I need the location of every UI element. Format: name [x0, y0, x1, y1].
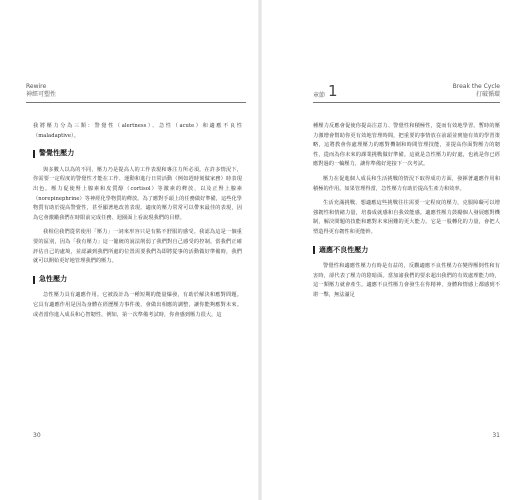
heading-marker — [33, 276, 35, 284]
right-header-chapter-label: 章節 — [313, 92, 326, 99]
left-header-title-zh: 神經可塑性 — [26, 91, 57, 98]
heading-marker — [33, 150, 35, 158]
left-page-number: 30 — [33, 432, 41, 439]
right-header-title-zh: 打破循環 — [475, 91, 500, 98]
section-heading-text: 急性壓力 — [39, 274, 68, 283]
right-body — [313, 122, 500, 306]
paragraph: 種壓力反應會促使你提高注意力、警覺性和積極性，從而有效地學習。暫時的壓力激增會幫助你更有效地管理時間，把重要的事情放在前頭並實施有效的學習策略，這將教會你處理壓力的應對機制和時間管理技能，並提高你面對壓力的韌性，從而為你未來的課業挑戰做好準備。這就是急性壓力的好處，也就是你已經應對過的一輪壓力，讓你準備好迎接下一次考試。 — [313, 123, 500, 168]
right-header-rule — [313, 102, 500, 103]
intro-paragraph: 我將壓力分為三類：警覺性（alertness）、急性（acute）和適應不良性（maladaptive）。 — [33, 123, 242, 139]
left-body — [33, 122, 242, 325]
right-header-chapter-number: 1 — [328, 82, 338, 100]
right-header-title-en: Break the Cycle — [452, 83, 500, 90]
section-heading-alertness — [33, 149, 242, 159]
left-header-rule — [26, 102, 246, 103]
paragraph: 生活充滿挑戰，想適應這些挑戰往往需要一定程度的壓力，克服障礙可以增強韌性和情緒力量，培養成就感和自我效能感。適應性壓力鼓勵個人發展應對機制，解決問題的技能和應對未來困難的更大能力。它是一股轉化的力量，會把人塑造得更有韌性和更能幹。 — [313, 200, 500, 235]
paragraph: 我相信我們從常使用「壓力」一詞來形容只是有點不舒服的感受。我認為這是一個重要的區別，因為「我有壓力」這一籠統的說法削弱了我們對自己感受的控制。當我們正確評估自己的處境，並認識到我們所處的位置需要我們為即將從事的活動做好準備時，我們就可以開始更好地管理我們的壓力。 — [33, 229, 242, 265]
paragraph: 急性壓力具有適應作用。它被設計為一種短期的能量爆發，有助於解決和應對問題。它具有適應作用是因為身體在經歷壓力事件後，會做出相應的調整，讓你能夠應對未來。或者當你進入成長和心智韌性，例如，第一次準備考試時，你會感到壓力很大，這 — [33, 292, 242, 318]
heading-marker — [313, 246, 315, 254]
paragraph: 與多數人以為的不同，壓力乃是提高人的工作表現和專注力所必須。在許多情況下，你需要一定程度的警覺性才能在工作、運動和進行日常活動（例如趕時刻做家務）時表現出色。壓力促使腎上腺素和皮質醇（cortisol）等激素的釋放，以及正腎上腺素（norepinephrine）等神經化學物質的釋放。為了應對手頭上的任務做好準備，這些化學物質有助於提高警覺性，甚至顯著地改善表現。適度的壓力常常可以帶來最佳的表現，因為它會激勵我們在時限前完成任務、迴圈面上看說現我們的目標。 — [33, 166, 242, 221]
paragraph: 警覺性和適應性壓力有時是有益的，反觀適應不良性壓力在變得壓倒性和有害時，卻代表了壓力的陰暗面。當加諸我們的要求超出我們的有效處理能力時，這一類壓力就會產生。適應不良性壓力會發生在你精神、身體和情感上都感到不堪一擊，無法滿足 — [313, 263, 500, 298]
section-heading-acute — [33, 275, 242, 285]
section-heading-text: 適應不良性壓力 — [319, 245, 369, 254]
section-heading-maladaptive — [313, 246, 500, 256]
right-page — [260, 0, 520, 500]
right-page-number: 31 — [492, 432, 500, 439]
section-heading-text: 警覺性壓力 — [39, 149, 75, 158]
left-header-title-en: Rewire — [26, 83, 47, 90]
paragraph: 壓力在促進個人成長和生活挑戰的情況下取得成功方面，發揮著適應作用和積極的作用。如果管理得當，急性壓力有助於提高生產力和效率。 — [313, 175, 500, 192]
